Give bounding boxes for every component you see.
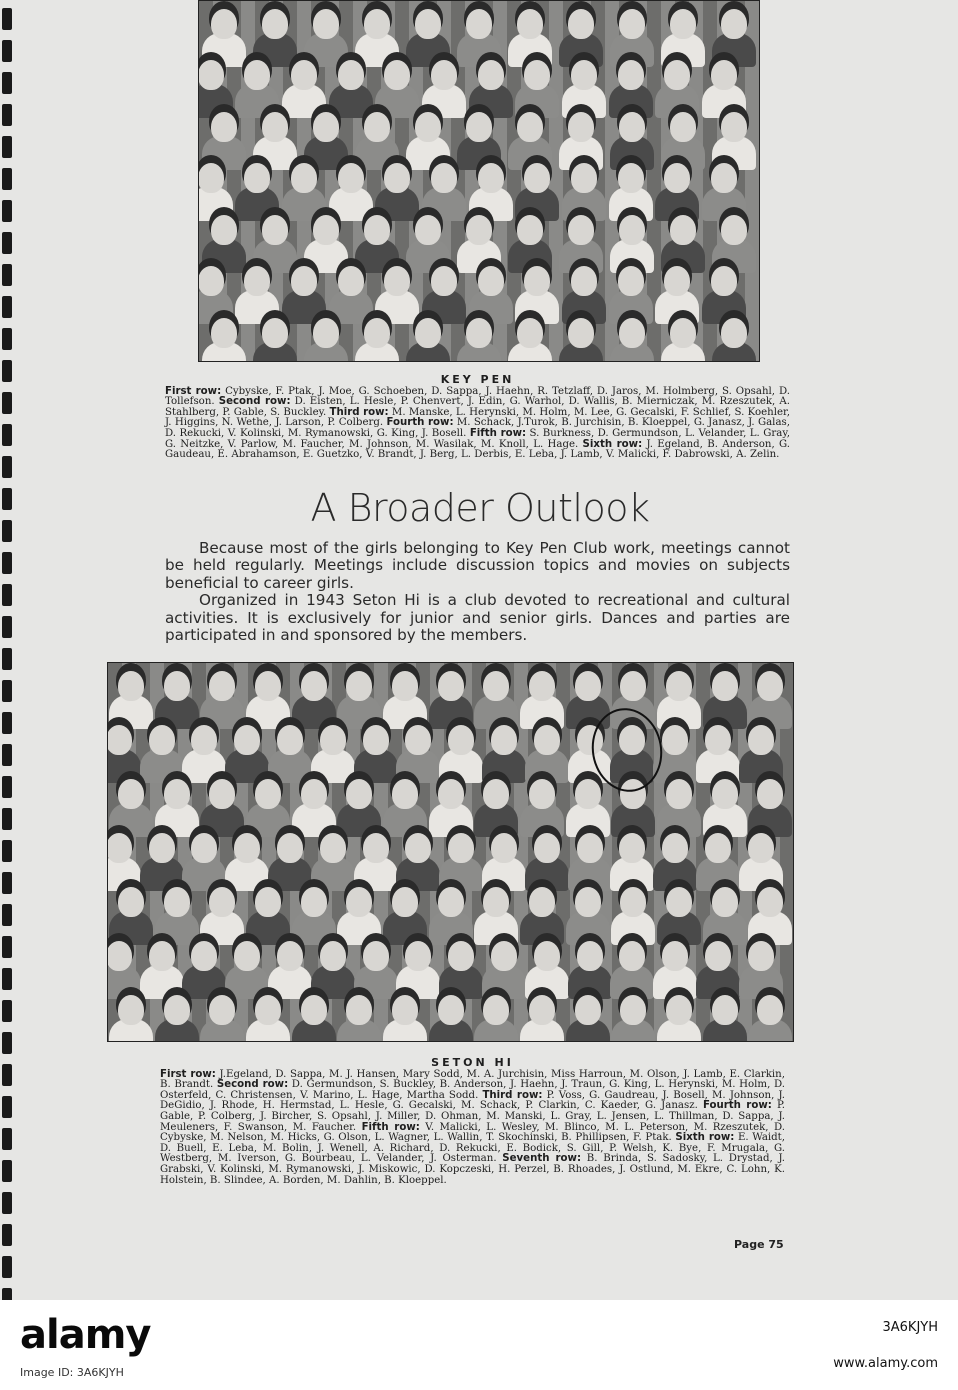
- person-face: [483, 671, 509, 701]
- person-face: [491, 941, 517, 971]
- caption-row: Third row: M. Manske, L. Herynski, M. Holm, M. Lee, G. Gecalski, F. Schlief, S. Koehler, J. Higgins, N. Wethe, J. Larson, P. Colberg.: [165, 406, 790, 429]
- binding-ring: [2, 232, 12, 254]
- person-face: [107, 941, 132, 971]
- binding-ring: [2, 776, 12, 798]
- seton-hi-title: SETON HI: [431, 1056, 514, 1069]
- person-face: [313, 112, 339, 142]
- person-face: [619, 941, 645, 971]
- person-face: [244, 163, 270, 193]
- person-face: [620, 995, 646, 1025]
- person-face: [568, 215, 594, 245]
- person-face: [346, 887, 372, 917]
- binding-ring: [2, 712, 12, 734]
- person-face: [757, 995, 783, 1025]
- person-face: [757, 779, 783, 809]
- person-face: [164, 671, 190, 701]
- binding-ring: [2, 840, 12, 862]
- binding-ring: [2, 1032, 12, 1054]
- crowd: [199, 1, 759, 361]
- person-face: [705, 833, 731, 863]
- person-face: [191, 941, 217, 971]
- person-face: [149, 725, 175, 755]
- person-face: [118, 779, 144, 809]
- binding-ring: [2, 136, 12, 158]
- caption-row: First row: Cybyske, F. Ptak, J. Moe, G. Schoeben, D. Sappa, J. Haehn, R. Tetzlaff, D. Jaros, M. Holmberg, S. Opsahl, D. Tollefson.: [165, 385, 790, 408]
- person-face: [209, 887, 235, 917]
- person-face: [483, 887, 509, 917]
- binding-ring: [2, 360, 12, 382]
- person-face: [712, 995, 738, 1025]
- person-face: [664, 266, 690, 296]
- person-face: [670, 318, 696, 348]
- person-face: [405, 725, 431, 755]
- binding-ring: [2, 72, 12, 94]
- binding-ring: [2, 904, 12, 926]
- binding-ring: [2, 616, 12, 638]
- person-face: [620, 671, 646, 701]
- binding-ring: [2, 328, 12, 350]
- person-face: [392, 995, 418, 1025]
- person-face: [524, 266, 550, 296]
- person-face: [666, 779, 692, 809]
- person-face: [392, 671, 418, 701]
- binding-ring: [2, 424, 12, 446]
- person-face: [255, 995, 281, 1025]
- person-face: [262, 215, 288, 245]
- person-face: [164, 887, 190, 917]
- person-face: [118, 671, 144, 701]
- person-face: [209, 671, 235, 701]
- caption-row: Third row: P. Voss, G. Gaudreau, J. Bosell, M. Johnson, J. DeGidio, J. Rhode, H. Hermstad, L. Hesle, G. Gecalski, M. Schack, P. Clarkin, C. Kaeder, G. Janasz.: [160, 1089, 785, 1112]
- person-face: [448, 941, 474, 971]
- person-face: [534, 725, 560, 755]
- binding-ring: [2, 1256, 12, 1278]
- binding-ring: [2, 552, 12, 574]
- person-face: [338, 266, 364, 296]
- key-pen-title: KEY PEN: [440, 373, 515, 386]
- binding-ring: [2, 168, 12, 190]
- person-face: [313, 9, 339, 39]
- person-face: [431, 60, 457, 90]
- person-face: [234, 725, 260, 755]
- person-face: [198, 60, 224, 90]
- person-face: [721, 9, 747, 39]
- person-face: [478, 163, 504, 193]
- person-face: [662, 833, 688, 863]
- person-face: [619, 112, 645, 142]
- person-face: [255, 779, 281, 809]
- person-face: [568, 9, 594, 39]
- person-face: [568, 318, 594, 348]
- binding-ring: [2, 648, 12, 670]
- person-face: [448, 833, 474, 863]
- person-face: [262, 9, 288, 39]
- person-face: [211, 112, 237, 142]
- site-url: www.alamy.com: [833, 1356, 938, 1371]
- person-face: [529, 671, 555, 701]
- caption-row: Fifth row: S. Burkness, D. Germundson, L. Velander, L. Gray, G. Neitzke, V. Parlow, M. Faucher, M. Johnson, M. Wasilak, M. Knoll, L. Hage.: [165, 427, 790, 450]
- person-face: [705, 941, 731, 971]
- person-face: [748, 833, 774, 863]
- person-face: [438, 671, 464, 701]
- person-face: [211, 215, 237, 245]
- person-face: [466, 112, 492, 142]
- person-face: [346, 779, 372, 809]
- person-face: [478, 266, 504, 296]
- binding-ring: [2, 744, 12, 766]
- person-face: [517, 9, 543, 39]
- caption-row: Fifth row: V. Malicki, L. Wesley, M. Blinco, M. L. Peterson, M. Rzeszutek, D. Cybyske, M. Nelson, M. Hicks, G. Olson, L. Wagner, L. Wallin, T. Skochinski, B. Phillipsen, F. Ptak.: [160, 1121, 785, 1144]
- binding-ring: [2, 936, 12, 958]
- person-face: [431, 266, 457, 296]
- person-face: [575, 995, 601, 1025]
- person-face: [664, 60, 690, 90]
- person-face: [534, 941, 560, 971]
- person-face: [415, 9, 441, 39]
- paragraph: Because most of the girls belonging to Key Pen Club work, meetings cannot be held regularly. Meetings include discussion topics and movies on subjects beneficial to career girls.: [165, 539, 790, 592]
- person-face: [529, 887, 555, 917]
- person-face: [384, 60, 410, 90]
- person-face: [164, 779, 190, 809]
- person-face: [118, 887, 144, 917]
- person-face: [392, 779, 418, 809]
- person-face: [620, 887, 646, 917]
- person-face: [244, 60, 270, 90]
- person-face: [149, 833, 175, 863]
- person-face: [364, 318, 390, 348]
- seton-hi-caption: [160, 1058, 785, 1186]
- person-face: [209, 995, 235, 1025]
- person-face: [364, 215, 390, 245]
- person-face: [364, 112, 390, 142]
- person-face: [666, 887, 692, 917]
- person-face: [711, 163, 737, 193]
- person-face: [415, 215, 441, 245]
- person-face: [301, 779, 327, 809]
- person-face: [662, 725, 688, 755]
- binding-ring: [2, 584, 12, 606]
- person-face: [191, 725, 217, 755]
- person-face: [198, 163, 224, 193]
- caption-row: Fourth row: P. Gable, P. Colberg, J. Bircher, S. Opsahl, J. Miller, D. Ohman, M. Manski, L. Gray, L. Jensen, L. Thillman, D. Sappa, J. Meuleners, F. Swanson, M. Faucher.: [160, 1100, 785, 1133]
- person-face: [619, 833, 645, 863]
- person-face: [577, 833, 603, 863]
- person-face: [405, 941, 431, 971]
- person-face: [748, 725, 774, 755]
- person-face: [255, 671, 281, 701]
- person-face: [575, 671, 601, 701]
- person-face: [364, 9, 390, 39]
- person-face: [313, 215, 339, 245]
- person-face: [619, 318, 645, 348]
- binding-ring: [2, 104, 12, 126]
- person-face: [255, 887, 281, 917]
- person-face: [291, 60, 317, 90]
- person-face: [392, 887, 418, 917]
- person-face: [262, 112, 288, 142]
- person-face: [415, 318, 441, 348]
- binding-ring: [2, 808, 12, 830]
- binding-ring: [2, 8, 12, 30]
- person-face: [575, 887, 601, 917]
- image-code: 3A6KJYH: [882, 1320, 938, 1335]
- person-face: [711, 60, 737, 90]
- person-face: [320, 941, 346, 971]
- binding-ring: [2, 456, 12, 478]
- person-face: [384, 163, 410, 193]
- person-face: [571, 163, 597, 193]
- person-face: [571, 266, 597, 296]
- person-face: [277, 941, 303, 971]
- person-face: [577, 941, 603, 971]
- page-headline: A Broader Outlook: [310, 486, 650, 530]
- binding-ring: [2, 264, 12, 286]
- caption-row: Seventh row: B. Brinda, S. Sadosky, L. Drystad, J. Grabski, V. Kolinski, M. Rymanowski, J. Miskowic, D. Kopczeski, H. Perzel, B. Rhoades, J. Ostlund, M. Ekre, C. Lohn, K. Holstein, B. Slindee, A. Borden, M. Dahlin, B. Kloeppel.: [160, 1153, 785, 1186]
- key-pen-caption: [165, 375, 790, 461]
- person-face: [118, 995, 144, 1025]
- person-face: [211, 318, 237, 348]
- person-face: [438, 779, 464, 809]
- person-face: [524, 60, 550, 90]
- person-face: [491, 833, 517, 863]
- person-face: [721, 215, 747, 245]
- binding-ring: [2, 680, 12, 702]
- binding-ring: [2, 1224, 12, 1246]
- binding-ring: [2, 1096, 12, 1118]
- person-face: [670, 215, 696, 245]
- person-face: [491, 725, 517, 755]
- image-id-label: Image ID: 3A6KJYH: [20, 1366, 124, 1379]
- binding-ring: [2, 200, 12, 222]
- person-face: [346, 671, 372, 701]
- person-face: [301, 671, 327, 701]
- page-number: Page 75: [734, 1238, 784, 1251]
- person-face: [209, 779, 235, 809]
- binding-ring: [2, 1160, 12, 1182]
- person-face: [666, 671, 692, 701]
- person-face: [529, 995, 555, 1025]
- person-face: [575, 779, 601, 809]
- person-face: [529, 779, 555, 809]
- person-face: [483, 995, 509, 1025]
- person-face: [662, 941, 688, 971]
- person-face: [670, 112, 696, 142]
- person-face: [571, 60, 597, 90]
- person-face: [618, 163, 644, 193]
- person-face: [149, 941, 175, 971]
- person-face: [721, 318, 747, 348]
- binding-ring: [2, 392, 12, 414]
- person-face: [517, 215, 543, 245]
- caption-row: Second row: D. Germundson, S. Buckley, B. Anderson, J. Haehn, J. Traun, G. King, L. Herynski, M. Holm, D. Osterfeld, C. Christensen, V. Marino, L. Hage, Martha Sodd.: [160, 1079, 785, 1101]
- person-face: [517, 318, 543, 348]
- person-face: [234, 833, 260, 863]
- person-face: [405, 833, 431, 863]
- crowd: [108, 663, 793, 1041]
- person-face: [291, 163, 317, 193]
- person-face: [262, 318, 288, 348]
- person-face: [301, 887, 327, 917]
- person-face: [363, 941, 389, 971]
- spiral-binding: [0, 0, 18, 1300]
- person-face: [618, 266, 644, 296]
- binding-ring: [2, 1128, 12, 1150]
- person-face: [619, 215, 645, 245]
- person-face: [712, 887, 738, 917]
- person-face: [448, 725, 474, 755]
- binding-ring: [2, 1000, 12, 1022]
- person-face: [664, 163, 690, 193]
- caption-row: Sixth row: E. Waidt, D. Buell, E. Leba, M. Bolin, J. Wenell, A. Richard, D. Rekucki, E. Bodick, S. Gill, P. Welsh, K. Bye, F. Mrugala, G. Westberg, M. Iverson, G. Bourbeau, L. Velander, J. Osterman.: [160, 1132, 785, 1165]
- caption-row: Second row: D. Eisten, L. Hesle, P. Chenvert, J. Edin, G. Warhol, D. Wallis, B. Mierniczak, M. Rzeszutek, A. Stahlberg, P. Gable, S. Buckley.: [165, 396, 790, 418]
- person-face: [721, 112, 747, 142]
- person-face: [670, 9, 696, 39]
- person-face: [438, 887, 464, 917]
- person-face: [711, 266, 737, 296]
- person-face: [301, 995, 327, 1025]
- person-face: [431, 163, 457, 193]
- person-face: [363, 725, 389, 755]
- person-face: [320, 725, 346, 755]
- person-face: [164, 995, 190, 1025]
- paragraph: Organized in 1943 Seton Hi is a club devoted to recreational and cultural activities. It is exclusively for junior and senior girls. Dances and parties are participated in and sponsored by the members.: [165, 591, 790, 645]
- alamy-logo: alamy: [20, 1312, 151, 1358]
- person-face: [666, 995, 692, 1025]
- person-face: [483, 779, 509, 809]
- binding-ring: [2, 968, 12, 990]
- binding-ring: [2, 296, 12, 318]
- binding-ring: [2, 40, 12, 62]
- binding-ring: [2, 872, 12, 894]
- person-face: [415, 112, 441, 142]
- person-face: [346, 995, 372, 1025]
- person-face: [191, 833, 217, 863]
- person-face: [338, 60, 364, 90]
- person-face: [712, 779, 738, 809]
- person-face: [234, 941, 260, 971]
- person-face: [277, 725, 303, 755]
- person-face: [705, 725, 731, 755]
- person-face: [568, 112, 594, 142]
- person-face: [320, 833, 346, 863]
- person-face: [517, 112, 543, 142]
- person-face: [757, 671, 783, 701]
- article-body: [165, 540, 790, 644]
- binding-ring: [2, 488, 12, 510]
- person-face: [438, 995, 464, 1025]
- person-face: [466, 9, 492, 39]
- person-face: [244, 266, 270, 296]
- person-face: [478, 60, 504, 90]
- person-face: [466, 318, 492, 348]
- person-face: [107, 833, 132, 863]
- person-face: [466, 215, 492, 245]
- person-face: [107, 725, 132, 755]
- person-face: [384, 266, 410, 296]
- person-face: [338, 163, 364, 193]
- person-face: [291, 266, 317, 296]
- person-face: [712, 671, 738, 701]
- person-face: [211, 9, 237, 39]
- seton-hi-group-photo: [107, 662, 794, 1042]
- person-face: [748, 941, 774, 971]
- person-face: [618, 60, 644, 90]
- person-face: [363, 833, 389, 863]
- caption-row: First row: J.Egeland, D. Sappa, M. J. Hansen, Mary Sodd, M. A. Jurchisin, Miss Harroun, M. Olson, J. Lamb, E. Clarkin, B. Brandt.: [160, 1068, 785, 1091]
- person-face: [524, 163, 550, 193]
- person-face: [313, 318, 339, 348]
- person-face: [198, 266, 224, 296]
- binding-ring: [2, 1192, 12, 1214]
- caption-row: Fourth row: M. Schack, J.Turok, B. Jurchisin, B. Kloeppel, G. Janasz, J. Galas, D. Rekucki, V. Kolinski, M. Rymanowski, G. King, J. Bosell.: [165, 417, 790, 439]
- person-face: [277, 833, 303, 863]
- key-pen-group-photo: [198, 0, 760, 362]
- person-face: [619, 9, 645, 39]
- person-face: [757, 887, 783, 917]
- person-face: [534, 833, 560, 863]
- caption-row: Sixth row: J. Egeland, B. Anderson, G. Gaudeau, E. Abrahamson, E. Guetzko, V. Brandt, J. Berg, L. Derbis, E. Leba, J. Lamb, V. Malicki, F. Dabrowski, A. Zelin.: [165, 438, 791, 461]
- binding-ring: [2, 520, 12, 542]
- binding-ring: [2, 1064, 12, 1086]
